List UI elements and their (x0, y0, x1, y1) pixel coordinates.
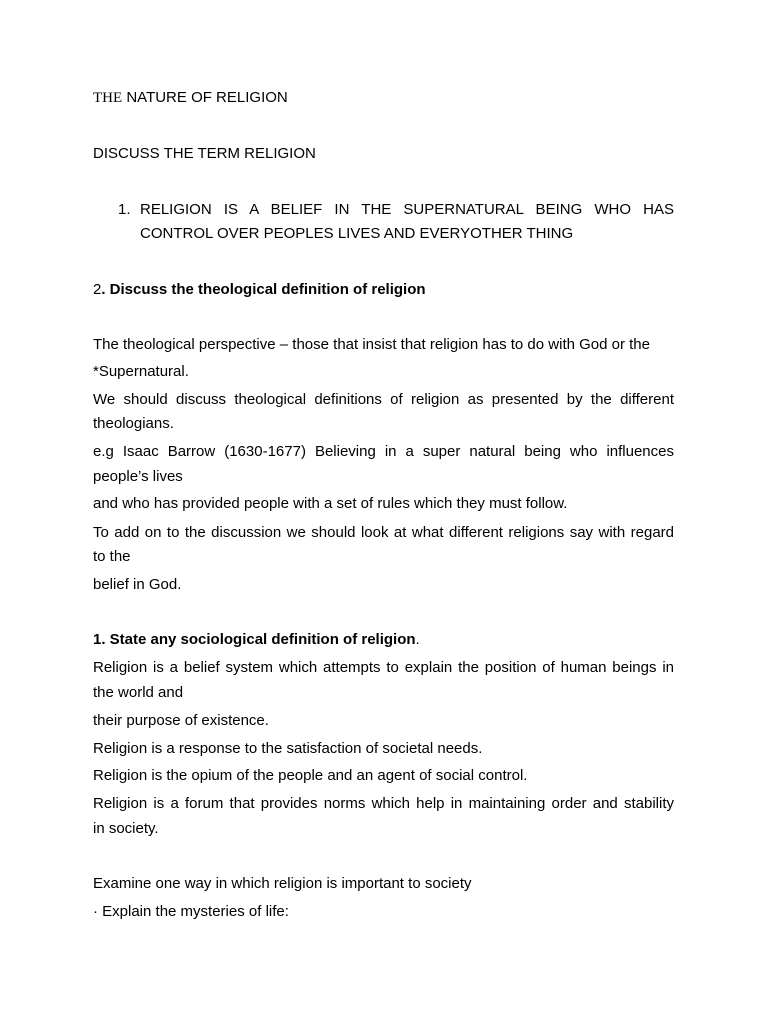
section4-heading: Examine one way in which religion is important to society (93, 875, 472, 892)
item1-line1: RELIGION IS A BELIEF IN THE SUPERNATURAL BEING WHO HAS (140, 201, 674, 218)
section3-heading-text: 1. State any sociological definition of religion (93, 631, 416, 648)
paragraph-line: We should discuss theological definitions of religion as presented by the different (93, 391, 674, 408)
section2-number: 2 (93, 281, 102, 298)
item1-number: 1. (118, 201, 131, 218)
paragraph-line: To add on to the discussion we should look at what different religions say with regard (93, 524, 674, 541)
section3-heading (93, 631, 674, 649)
section3-heading-tail: . (415, 631, 420, 648)
paragraph-line: their purpose of existence. (93, 712, 269, 729)
paragraph-line: Religion is the opium of the people and an agent of social control. (93, 767, 528, 784)
paragraph-line: Religion is a response to the satisfaction of societal needs. (93, 740, 483, 757)
title-prefix: THE (93, 90, 123, 106)
document-title (93, 89, 674, 107)
section2-heading (93, 281, 674, 299)
item1-line2: CONTROL OVER PEOPLES LIVES AND EVERYOTHER THING (140, 225, 574, 242)
bullet-item: · Explain the mysteries of life: (93, 903, 289, 920)
paragraph-line: to the (93, 548, 131, 565)
paragraph-line: in society. (93, 820, 159, 837)
paragraph-line: Religion is a forum that provides norms which help in maintaining order and stability (93, 795, 674, 812)
paragraph-line: theologians. (93, 415, 174, 432)
paragraph-line: *Supernatural. (93, 363, 189, 380)
document-subtitle: DISCUSS THE TERM RELIGION (93, 145, 316, 162)
paragraph-line: Religion is a belief system which attempts to explain the position of human beings in (93, 659, 674, 676)
paragraph-line: people’s lives (93, 468, 183, 485)
paragraph-line: belief in God. (93, 576, 182, 593)
title-rest: NATURE OF RELIGION (122, 89, 288, 106)
paragraph-line: e.g Isaac Barrow (1630-1677) Believing in a super natural being who influences (93, 443, 674, 460)
paragraph-line: the world and (93, 684, 184, 701)
paragraph-line: The theological perspective – those that insist that religion has to do with God or the (93, 336, 650, 353)
paragraph-line: and who has provided people with a set of rules which they must follow. (93, 495, 568, 512)
section2-heading-text: . Discuss the theological definition of religion (101, 281, 426, 298)
